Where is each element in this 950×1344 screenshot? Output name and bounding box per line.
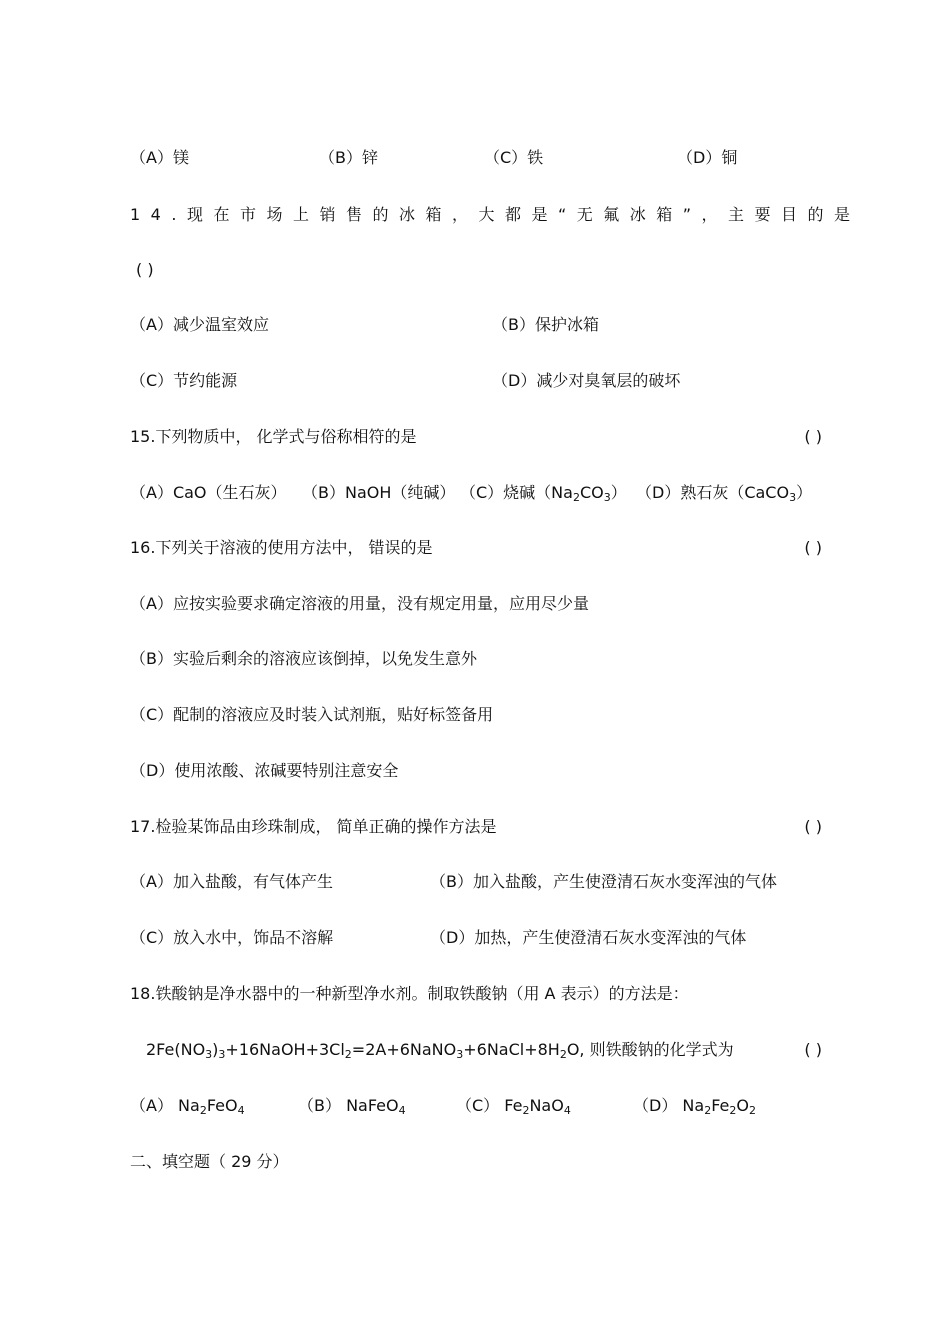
option-a: （A） $Na_2FeO_4$: [130, 1096, 245, 1117]
option-d: （D） $Na_2Fe_2O_2$: [633, 1096, 756, 1117]
option-a: （A）应按实验要求确定溶液的用量，没有规定用量，应用尽少量: [130, 594, 589, 613]
chemical-equation: $2Fe(NO_3)_3+16NaOH+3Cl_2=2A+6NaNO_3+6NaCl+8H_2O$, 则铁酸钠的化学式为: [146, 1040, 734, 1061]
section-title: 二、填空题（ 29 分）: [130, 1152, 289, 1171]
answer-bracket: ( ): [804, 817, 822, 836]
answer-bracket: ( ): [804, 427, 822, 446]
option-b: （B）实验后剩余的溶液应该倒掉，以免发生意外: [130, 649, 477, 668]
option-d: （D）熟石灰（CaCO$_3$）: [636, 483, 813, 504]
option-b: （B）锌: [319, 148, 378, 167]
option-d: （D）铜: [677, 148, 738, 167]
option-b: （B）加入盐酸，产生使澄清石灰水变浑浊的气体: [430, 872, 777, 891]
option-c: （C）放入水中，饰品不溶解: [130, 928, 334, 947]
option-d: （D）减少对臭氧层的破坏: [492, 371, 681, 390]
option-a: （A）加入盐酸，有气体产生: [130, 872, 333, 891]
option-c: （C）配制的溶液应及时装入试剂瓶，贴好标签备用: [130, 705, 494, 724]
option-d: （D）使用浓酸、浓碱要特别注意安全: [130, 761, 399, 780]
question-stem: 18.铁酸钠是净水器中的一种新型净水剂。制取铁酸钠（用 A 表示）的方法是：: [130, 984, 689, 1003]
question-stem: 15.下列物质中， 化学式与俗称相符的是: [130, 427, 417, 446]
option-c: （C）铁: [484, 148, 544, 167]
answer-bracket: ( ): [804, 538, 822, 557]
answer-bracket: ( ): [804, 1040, 822, 1059]
option-b: （B）NaOH（纯碱）: [302, 483, 456, 502]
option-a: （A）镁: [130, 148, 189, 167]
option-a: （A）减少温室效应: [130, 315, 269, 334]
option-c: （C）烧碱$(Na_2CO_3)$: [460, 483, 627, 504]
option-c: （C） $Fe_2NaO_4$: [456, 1096, 571, 1117]
answer-bracket: ( ): [136, 260, 154, 279]
question-stem: 14.现在市场上销售的冰箱，大都是“无氟冰箱”，主要目的是: [130, 205, 861, 224]
option-b: （B） NaFeO$_4$: [298, 1096, 406, 1117]
question-stem: 16.下列关于溶液的使用方法中， 错误的是: [130, 538, 433, 557]
option-b: （B）保护冰箱: [492, 315, 599, 334]
option-d: （D）加热，产生使澄清石灰水变浑浊的气体: [430, 928, 747, 947]
option-c: （C）节约能源: [130, 371, 238, 390]
question-stem: 17.检验某饰品由珍珠制成， 简单正确的操作方法是: [130, 817, 497, 836]
option-a: （A）CaO（生石灰）: [130, 483, 287, 502]
